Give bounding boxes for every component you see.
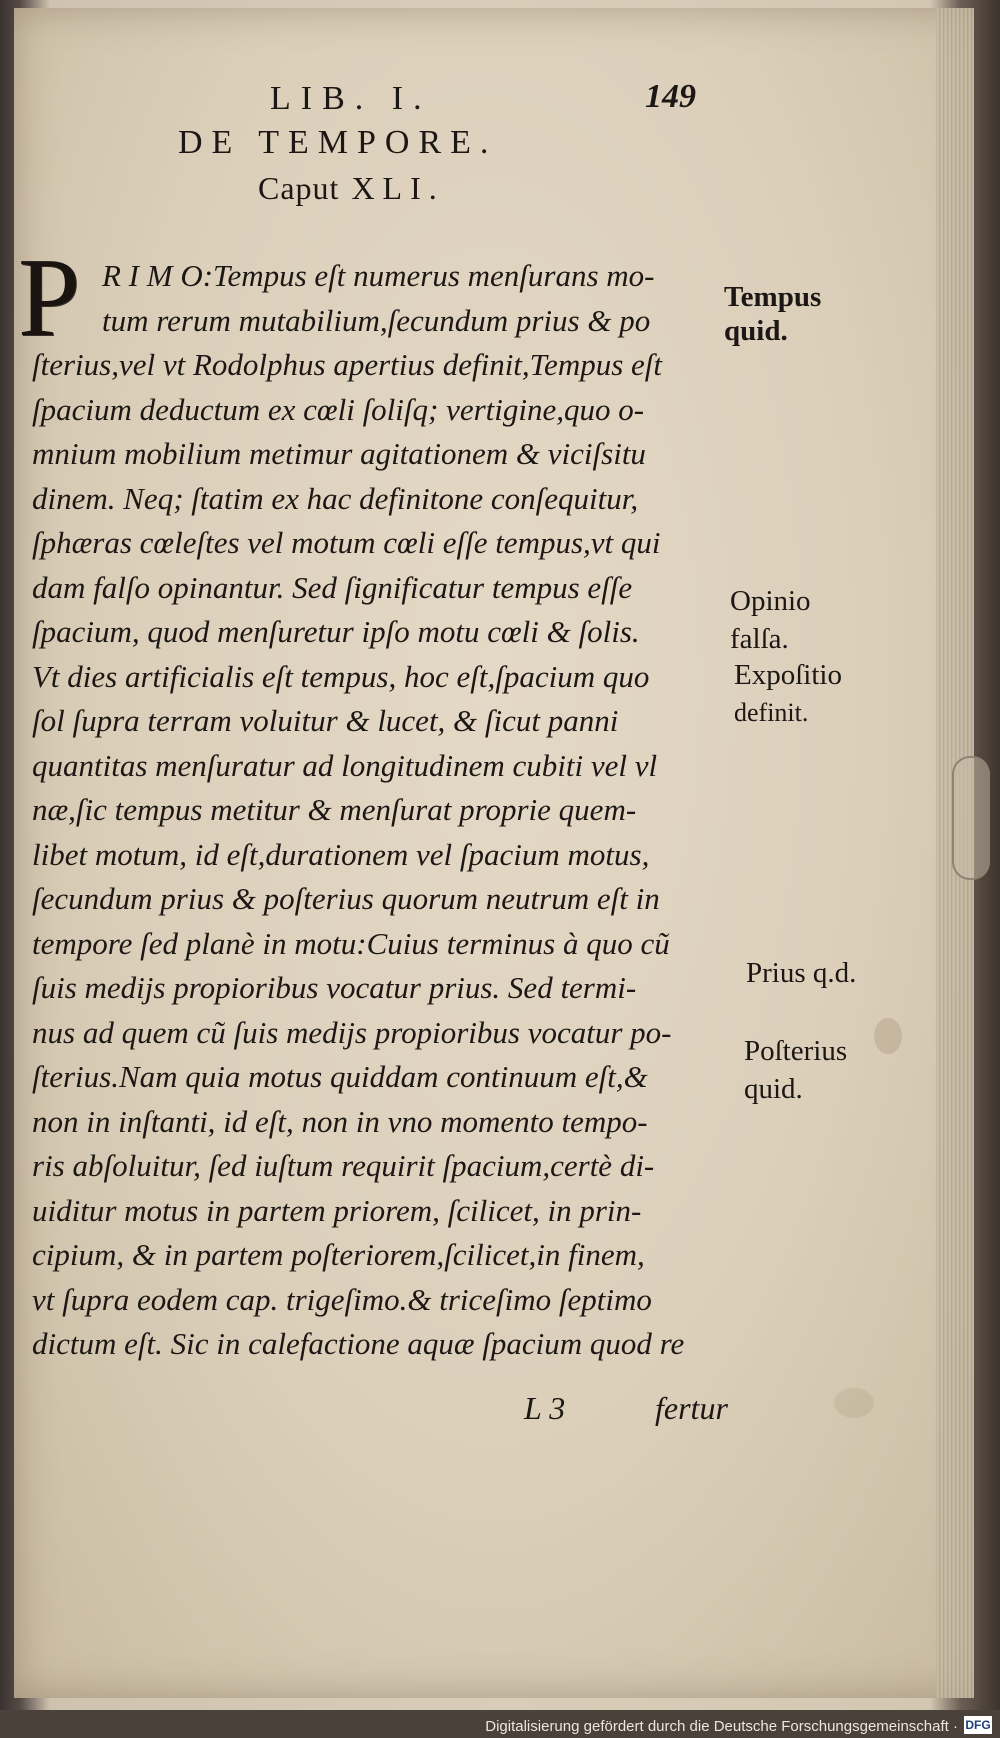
- text-line: næ,ſic tempus metitur & menſurat proprie quem-: [32, 792, 637, 827]
- body-text: [24, 254, 744, 1367]
- margin-notes: [720, 0, 920, 1400]
- page-clip: [952, 756, 990, 880]
- catchword: fertur: [655, 1390, 728, 1426]
- margin-note: Prius q.d.: [746, 957, 857, 989]
- text-line: tum rerum mutabilium,ſecundum prius & po: [102, 302, 651, 338]
- text-line: nus ad quem cũ ſuis medijs propioribus vocatur po-: [32, 1014, 672, 1050]
- running-head: LIB. I.: [270, 80, 432, 117]
- digitization-footer: [0, 1710, 1000, 1738]
- margin-note: Opinio: [730, 585, 811, 617]
- text-line: uiditur motus in partem priorem, ſcilicet, in prin-: [32, 1192, 642, 1228]
- text-line: ſol ſupra terram voluitur & lucet, & ſicut panni: [32, 703, 619, 738]
- text-line: ſpacium, quod menſuretur ipſo motu cœli & ſolis.: [32, 614, 640, 649]
- margin-note: Tempus: [724, 281, 822, 313]
- text-line: ris abſoluitur, ſed iuſtum requirit ſpacium,certè di-: [32, 1148, 655, 1183]
- text-line: ſuis medijs propioribus vocatur prius. Sed termi-: [32, 970, 637, 1005]
- margin-note: definit.: [734, 698, 809, 727]
- dfg-logo-icon: DFG: [965, 1718, 991, 1732]
- decorated-initial: P: [18, 236, 81, 360]
- margin-note: Expoſitio: [734, 659, 842, 691]
- text-line: ſterius,vel vt Rodolphus apertius definit,Tempus eſt: [32, 347, 663, 382]
- text-line: non in inſtanti, id eſt, non in vno momento tempo-: [32, 1103, 648, 1139]
- text-line: ſpacium deductum ex cœli ſoliſq; vertigine,quo o-: [32, 391, 645, 427]
- signature-mark: L 3: [524, 1390, 566, 1426]
- margin-note: quid.: [744, 1073, 803, 1105]
- chapter-title: DE TEMPORE.: [178, 124, 498, 161]
- chapter-caput-label: Caput: [258, 170, 340, 206]
- margin-note: quid.: [724, 315, 788, 347]
- text-line: mnium mobilium metimur agitationem & viciſsitu: [32, 436, 646, 471]
- chapter-number: XLI.: [351, 170, 445, 206]
- text-line: ſterius.Nam quia motus quiddam continuum eſt,&: [32, 1059, 648, 1094]
- text-line: dinem. Neq; ſtatim ex hac definitone conſequitur,: [32, 480, 639, 516]
- text-line: libet motum, id eſt,durationem vel ſpacium motus,: [32, 836, 650, 872]
- margin-note: Poſterius: [744, 1035, 848, 1067]
- text-line: ſecundum prius & poſterius quorum neutrum eſt in: [32, 881, 660, 916]
- text-line: Vt dies artificialis eſt tempus, hoc eſt,ſpacium quo: [32, 658, 650, 694]
- text-line: ſphæras cœleſtes vel motum cœli eſſe tempus,vt qui: [32, 525, 661, 560]
- text-line: tempore ſed planè in motu:Cuius terminus à quo cũ: [32, 925, 670, 961]
- text-line: dam falſo opinantur. Sed ſignificatur tempus eſſe: [32, 569, 633, 605]
- text-line: vt ſupra eodem cap. trigeſimo.& triceſimo ſeptimo: [32, 1281, 652, 1317]
- text-line: dictum eſt. Sic in calefactione aquæ ſpacium quod re: [32, 1326, 685, 1361]
- chapter-subtitle: [258, 170, 445, 207]
- text-line: cipium, & in partem poſteriorem,ſcilicet,in finem,: [32, 1237, 645, 1272]
- page-number: 149: [645, 78, 696, 115]
- text-line: R I M O:Tempus eſt numerus menſurans mo-: [102, 258, 655, 293]
- footer-credit: Digitalisierung gefördert durch die Deutsche Forschungsgemeinschaft ·: [485, 1718, 958, 1735]
- margin-note: falſa.: [730, 623, 789, 655]
- text-line: quantitas menſuratur ad longitudinem cubiti vel vl: [32, 747, 658, 783]
